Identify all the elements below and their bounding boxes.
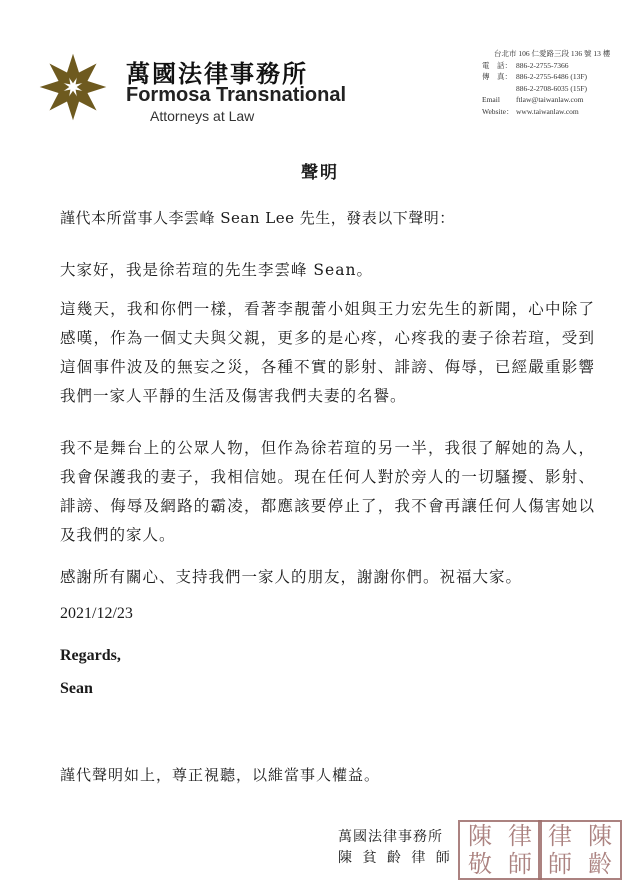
website-row — [482, 106, 638, 118]
tel-value: 886-2-2755-7366 — [516, 60, 569, 70]
seal-char: 律 — [508, 822, 532, 850]
email-label: Email — [482, 95, 500, 105]
seal-char: 敬 — [468, 850, 492, 878]
tel-label: 電 話： — [482, 60, 512, 70]
seal-char: 陳 — [588, 822, 612, 850]
statement-title: 聲明 — [301, 163, 339, 183]
closing-line: 謹代聲明如上，尊正視聽，以維當事人權益。 — [60, 766, 381, 784]
signoff-firm: 萬國法律事務所 — [338, 829, 443, 845]
firm-name-chinese: 萬國法律事務所 — [126, 59, 308, 88]
contact-block — [482, 48, 638, 118]
firm-logo-icon — [36, 50, 110, 124]
tel-row — [482, 60, 638, 72]
signoff-lawyer: 陳 貧 齡 律 師 — [338, 850, 453, 866]
regards-line: Regards, — [60, 647, 121, 664]
fax-row — [482, 71, 638, 83]
paragraph-feelings: 這幾天，我和你們一樣，看著李靚蕾小姐與王力宏先生的新聞，心中除了感嘆，作為一個丈夫與父親，更多的是心疼，心疼我的妻子徐若瑄，受到這個事件波及的無妄之災，各種不實的影射、誹謗、侮辱，已經嚴重影響我們一家人平靜的生活及傷害我們夫妻的名譽。 — [60, 300, 595, 405]
email-row — [482, 94, 638, 106]
fax-value-15f: 886-2-2708-6035 (15F) — [516, 83, 588, 93]
website-label: Website： — [482, 106, 514, 116]
firm-address: 台北市 106 仁愛路三段 136 號 13 樓 — [494, 49, 611, 58]
firm-name-english: Formosa Transnational — [126, 84, 347, 106]
seal-stamp-a — [458, 820, 542, 880]
seal-char: 師 — [548, 850, 572, 878]
paragraph-thanks: 感謝所有關心、支持我們一家人的朋友，謝謝你們。祝福大家。 — [60, 568, 523, 586]
seal-char: 陳 — [468, 822, 492, 850]
fax-value-13f: 886-2-2755-6486 (13F) — [516, 72, 588, 82]
email-value: ftlaw@taiwanlaw.com — [516, 95, 584, 105]
statement-date: 2021/12/23 — [60, 605, 133, 622]
website-value: www.taiwanlaw.com — [516, 106, 579, 116]
signature-name: Sean — [60, 680, 93, 697]
fax-label: 傳 真： — [482, 72, 512, 82]
seal-char: 師 — [508, 850, 532, 878]
seal-char: 律 — [548, 822, 572, 850]
statement-intro: 謹代本所當事人李雲峰 Sean Lee 先生，發表以下聲明： — [60, 209, 455, 227]
paragraph-support: 我不是舞台上的公眾人物，但作為徐若瑄的另一半，我很了解她的為人，我會保護我的妻子，我相信她。現在任何人對於旁人的一切騷擾、影射、誹謗、侮辱及網路的霸凌，都應該要停止了，我不會再讓任何人傷害她以及我們的家人。 — [60, 439, 595, 544]
fax-row-2 — [482, 83, 638, 95]
seal-char: 齡 — [588, 850, 612, 878]
firm-subtitle: Attorneys at Law — [150, 108, 255, 124]
seal-stamp-b — [538, 820, 622, 880]
paragraph-greeting: 大家好，我是徐若瑄的先生李雲峰 Sean。 — [60, 261, 373, 279]
